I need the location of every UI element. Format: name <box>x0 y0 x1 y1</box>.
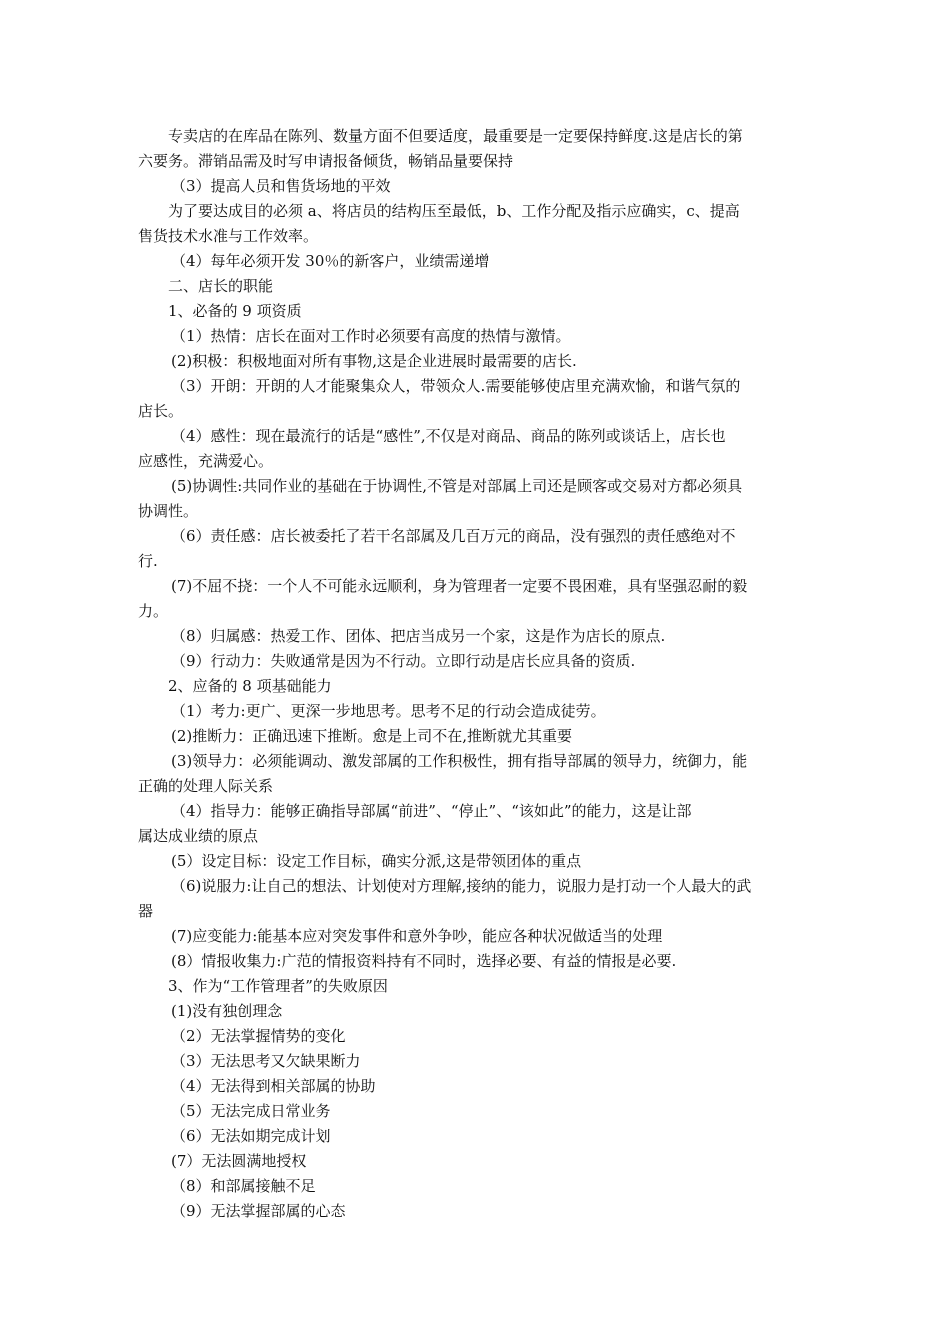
list-item: （6）责任感：店长被委托了若干名部属及几百万元的商品，没有强烈的责任感绝对不 <box>171 527 736 545</box>
list-item: （6）无法如期完成计划 <box>171 1127 331 1145</box>
list-item: （6)说服力:让自己的想法、计划使对方理解,接纳的能力，说服力是打动一个人最大的武 <box>171 877 752 895</box>
list-item: (5）设定目标：设定工作目标，确实分派,这是带领团体的重点 <box>171 852 582 870</box>
paragraph-line: 专卖店的在库品在陈列、数量方面不但要适度，最重要是一定要保持鲜度.这是店长的第 <box>168 127 743 145</box>
list-item-continuation: 属达成业绩的原点 <box>138 827 259 845</box>
subsection-heading: 1、必备的 9 项资质 <box>168 302 302 320</box>
section-heading: （3）提高人员和售货场地的平效 <box>171 177 391 195</box>
list-item: （4）感性：现在最流行的话是“感性”,不仅是对商品、商品的陈列或谈话上，店长也 <box>171 427 726 445</box>
section-heading: （4）每年必须开发 30％的新客户，业绩需递增 <box>171 252 490 270</box>
section-heading: 二、店长的职能 <box>168 277 274 295</box>
list-item: （8）和部属接触不足 <box>171 1177 316 1195</box>
list-item-continuation: 力。 <box>138 602 169 620</box>
list-item: （4）无法得到相关部属的协助 <box>171 1077 376 1095</box>
list-item: （2）无法掌握情势的变化 <box>171 1027 346 1045</box>
list-item: (8）情报收集力:广范的情报资料持有不同时，选择必要、有益的情报是必要. <box>171 952 677 970</box>
list-item-continuation: 店长。 <box>138 402 184 420</box>
list-item: （8）归属感：热爱工作、团体、把店当成另一个家，这是作为店长的原点. <box>171 627 666 645</box>
list-item: (7）无法圆满地授权 <box>171 1152 307 1170</box>
list-item: (7)不屈不挠：一个人不可能永远顺利，身为管理者一定要不畏困难，具有坚强忍耐的毅 <box>171 577 748 595</box>
list-item-continuation: 器 <box>138 902 154 920</box>
list-item: (2)推断力：正确迅速下推断。愈是上司不在,推断就尤其重要 <box>171 727 573 745</box>
list-item: （3）无法思考又欠缺果断力 <box>171 1052 361 1070</box>
list-item: (3)领导力：必须能调动、激发部属的工作积极性，拥有指导部属的领导力，统御力，能 <box>171 752 748 770</box>
list-item: (2)积极：积极地面对所有事物,这是企业进展时最需要的店长. <box>171 352 577 370</box>
list-item-continuation: 协调性。 <box>138 502 199 520</box>
list-item: (5)协调性:共同作业的基础在于协调性,不管是对部属上司还是顾客或交易对方都必须具 <box>171 477 743 495</box>
list-item: （9）行动力：失败通常是因为不行动。立即行动是店长应具备的资质. <box>171 652 636 670</box>
list-item: （9）无法掌握部属的心态 <box>171 1202 346 1220</box>
list-item-continuation: 正确的处理人际关系 <box>138 777 274 795</box>
list-item-continuation: 应感性，充满爱心。 <box>138 452 274 470</box>
list-item: （4）指导力：能够正确指导部属“前进”、“停止”、“该如此”的能力，这是让部 <box>171 802 692 820</box>
paragraph-line: 售货技术水准与工作效率。 <box>138 227 319 245</box>
list-item-continuation: 行. <box>138 552 158 570</box>
subsection-heading: 2、应备的 8 项基础能力 <box>168 677 332 695</box>
paragraph-line: 六要务。滞销品需及时写申请报备倾货，畅销品量要保持 <box>138 152 514 170</box>
list-item: (1)没有独创理念 <box>171 1002 283 1020</box>
list-item: (7)应变能力:能基本应对突发事件和意外争吵，能应各种状况做适当的处理 <box>171 927 663 945</box>
paragraph-line: 为了要达成目的必须 a、将店员的结构压至最低，b、工作分配及指示应确实，c、提高 <box>168 202 740 220</box>
list-item: （1）考力:更广、更深一步地思考。思考不足的行动会造成徒劳。 <box>171 702 606 720</box>
document-body <box>138 124 818 1224</box>
list-item: （3）开朗：开朗的人才能聚集众人，带领众人.需要能够使店里充满欢愉，和谐气氛的 <box>171 377 741 395</box>
list-item: （1）热情：店长在面对工作时必须要有高度的热情与激情。 <box>171 327 571 345</box>
list-item: （5）无法完成日常业务 <box>171 1102 331 1120</box>
subsection-heading: 3、作为“工作管理者”的失败原因 <box>168 977 388 995</box>
